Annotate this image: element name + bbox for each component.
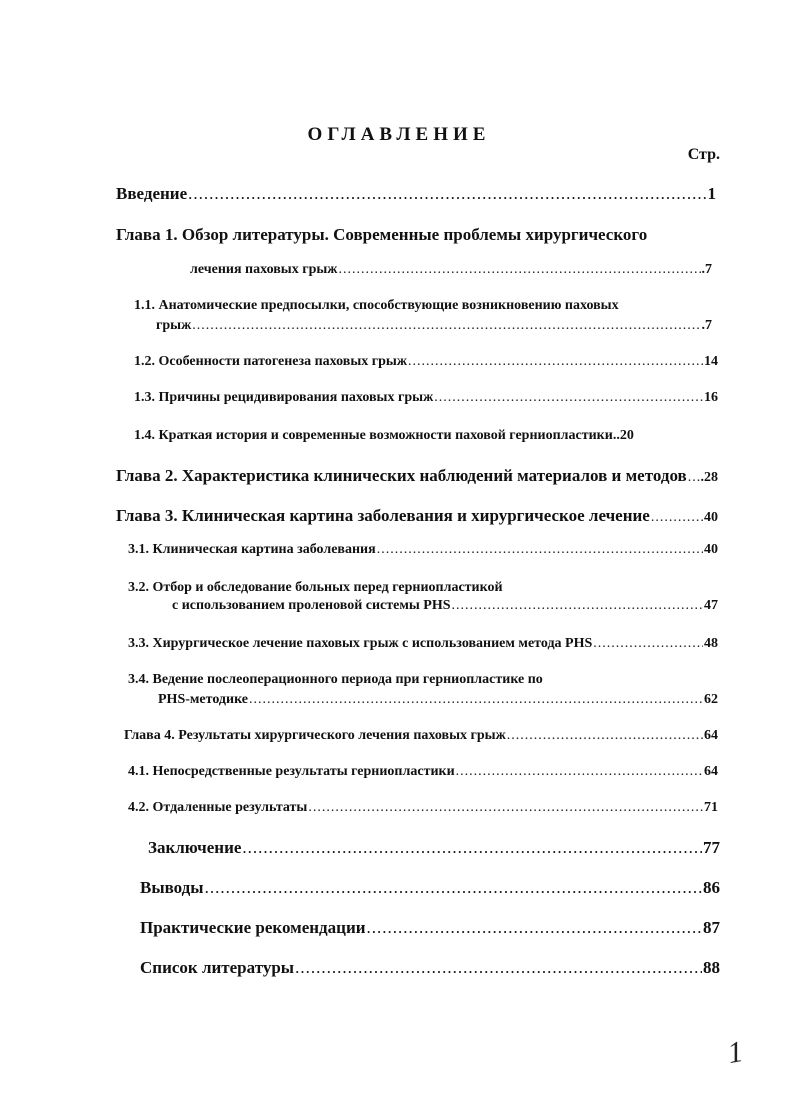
dot-leader (456, 764, 703, 780)
dot-leader (308, 800, 703, 816)
page-column-label: Стр. (687, 146, 720, 163)
toc-label: лечения паховых грыж (190, 262, 338, 277)
toc-page: 64 (704, 728, 718, 743)
toc-entry-ch1[interactable] (190, 262, 712, 278)
page-title: ОГЛАВЛЕНИЕ (307, 124, 491, 145)
toc-page: .7 (701, 262, 712, 277)
dot-leader (408, 354, 703, 370)
toc-label: грыж (156, 318, 192, 333)
toc-page: .7 (701, 318, 712, 333)
dot-leader (377, 542, 703, 558)
toc-page: .28 (700, 470, 718, 485)
toc-label: Глава 3. Клиническая картина заболевания и хирургическое лечение (116, 506, 650, 525)
toc-entry-1-3[interactable] (134, 390, 718, 406)
toc-page: ..20 (612, 428, 634, 443)
toc-entry-1-1-title[interactable]: 1.1. Анатомические предпосылки, способствующие возникновению паховых (134, 298, 619, 313)
toc-entry-1-1[interactable] (156, 318, 712, 334)
toc-page: 88 (703, 958, 720, 977)
toc-entry-conclusion[interactable] (148, 838, 720, 858)
toc-entry-recommendations[interactable] (140, 918, 720, 938)
toc-label: Глава 4. Результаты хирургического лечения паховых грыж (124, 728, 506, 743)
toc-entry-3-2[interactable] (172, 598, 718, 614)
toc-entry-4-2[interactable] (128, 800, 718, 816)
dot-leader (249, 692, 703, 708)
toc-label: Глава 2. Характеристика клинических наблюдений материалов и методов (116, 466, 687, 485)
toc-label: Заключение (148, 838, 242, 857)
toc-label: 3.1. Клиническая картина заболевания (128, 542, 376, 557)
dot-leader (688, 470, 700, 486)
toc-page: 87 (703, 918, 720, 937)
toc-label: 4.1. Непосредственные результаты герниопластики (128, 764, 455, 779)
toc-label: Введение (116, 184, 188, 203)
toc-entry-1-2[interactable] (134, 354, 718, 370)
toc-label: 1.3. Причины рецидивирования паховых грыж (134, 390, 434, 405)
toc-page: 64 (704, 764, 718, 779)
dot-leader (452, 598, 703, 614)
toc-page: 48 (704, 636, 718, 651)
dot-leader (651, 510, 703, 526)
dot-leader (434, 390, 703, 406)
toc-label: 1.2. Особенности патогенеза паховых грыж (134, 354, 408, 369)
toc-label: PHS-методике (158, 692, 249, 707)
toc-entry-1-4[interactable] (134, 428, 718, 444)
dot-leader (367, 918, 702, 938)
toc-label: 1.4. Краткая история и современные возможности паховой герниопластики (134, 428, 613, 443)
toc-entry-ch4[interactable] (124, 728, 718, 744)
dot-leader (192, 318, 700, 334)
toc-page: 14 (704, 354, 718, 369)
toc-entry-3-1[interactable] (128, 542, 718, 558)
toc-label: Выводы (140, 878, 204, 897)
toc-page: 40 (704, 542, 718, 557)
dot-leader (338, 262, 700, 278)
toc-entry-3-4[interactable] (158, 692, 718, 708)
toc-label: 4.2. Отдаленные результаты (128, 800, 308, 815)
toc-label: Список литературы (140, 958, 295, 977)
dot-leader (295, 958, 702, 978)
toc-page: 1 (707, 184, 716, 203)
toc-entry-references[interactable] (140, 958, 720, 978)
toc-entry-intro[interactable] (116, 184, 716, 204)
toc-label: Практические рекомендации (140, 918, 366, 937)
toc-page: 71 (704, 800, 718, 815)
toc-entry-3-4-title[interactable]: 3.4. Ведение послеоперационного периода при герниопластике по (128, 672, 543, 687)
handwritten-page-number: 1 (725, 1034, 746, 1071)
toc-entry-3-2-title[interactable]: 3.2. Отбор и обследование больных перед герниопластикой (128, 580, 503, 595)
toc-page: 86 (703, 878, 720, 897)
toc-entry-ch1-title[interactable]: Глава 1. Обзор литературы. Современные проблемы хирургического (116, 225, 648, 244)
dot-leader (188, 184, 706, 204)
toc-entry-4-1[interactable] (128, 764, 718, 780)
toc-entry-ch2[interactable] (116, 466, 718, 486)
dot-leader (242, 838, 702, 858)
toc-entry-3-3[interactable] (128, 636, 718, 652)
toc-entry-findings[interactable] (140, 878, 720, 898)
toc-page: 40 (704, 510, 718, 525)
dot-leader (507, 728, 703, 744)
toc-label: 3.3. Хирургическое лечение паховых грыж с использованием метода PHS (128, 636, 593, 651)
toc-page: 77 (703, 838, 720, 857)
toc-page: 62 (704, 692, 718, 707)
dot-leader (593, 636, 703, 652)
dot-leader (205, 878, 702, 898)
toc-page: 16 (704, 390, 718, 405)
toc-label: с использованием проленовой системы PHS (172, 598, 451, 613)
toc-page: 47 (704, 598, 718, 613)
toc-entry-ch3[interactable] (116, 506, 718, 526)
